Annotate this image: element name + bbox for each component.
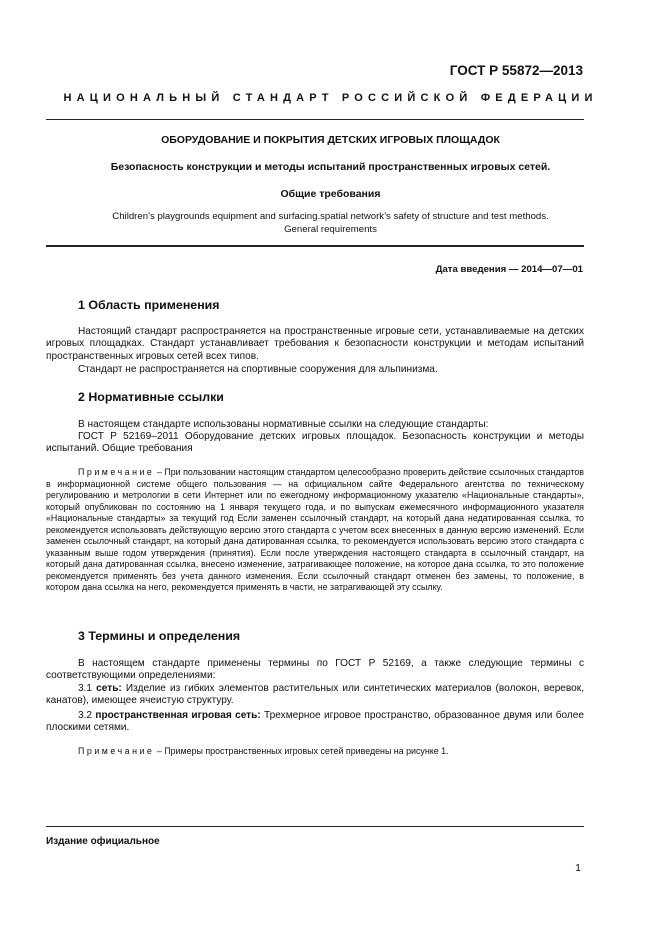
title-divider: [46, 245, 584, 247]
section-1-paragraph-1: Настоящий стандарт распространяется на пространственные игровые сети, устанавливаемые на детских игровых площадках. Стандарт устанавливает требования к безопасности конструкции и методам испытаний пространственных игровых сетей всех типов.: [46, 326, 584, 362]
section-2-note: Примечание – При пользовании настоящим стандартом целесообразно проверить действие ссылочных стандартов в информационной системе общего пользования — на официальном сайте Федерального агентства по техническому регулированию и метрологии в сети Интернет или по ежегодному информационному указателю «Национальные стандарты», который опубликован по состоянию на 1 января текущего года, и по выпускам ежемесячного информационного указателя «Национальные стандарты» за текущий год Если заменен ссылочный стандарт, на который дана недатированная ссылка, то рекомендуется использовать действующую версию этого стандарта с учетом всех внесенных в данную версию изменений. Если заменен ссылочный стандарт, на который дана датированная ссылка, то рекомендуется использовать версию этого стандарта с указанным выше годом утверждения (принятия). Если после утверждения настоящего стандарта в ссылочный стандарт, на который дана датированная ссылка, внесено изменение, затрагивающее положение, на которое дана ссылка, то это положение рекомендуется применять без учета данного изменения. Если ссылочный стандарт отменен без замены, то положение, в котором дана ссылка на него, рекомендуется применять в части, не затрагивающей эту ссылку.: [46, 467, 584, 592]
section-1-paragraph-2: Стандарт не распространяется на спортивные сооружения для альпинизма.: [78, 364, 438, 375]
page-number: 1: [575, 862, 581, 874]
section-2-paragraph-1: В настоящем стандарте использованы нормативные ссылки на следующие стандарты:: [78, 419, 489, 430]
standard-code: ГОСТ Р 55872—2013: [449, 63, 583, 78]
term-3-1-name: сеть:: [96, 683, 122, 694]
term-3-1: 3.1 сеть: Изделие из гибких элементов растительных или синтетических материалов (волокон, веревок, канатов), имеющее ячеистую структуру.: [46, 683, 585, 707]
header-divider: [46, 119, 584, 120]
footer-divider: [46, 826, 584, 827]
section-3-paragraph-1: В настоящем стандарте применены термины по ГОСТ Р 52169, а также следующие термины с соответствующими определениями:: [46, 658, 584, 682]
section-3-note: Примечание – Примеры пространственных игровых сетей приведены на рисунке 1.: [78, 746, 449, 756]
national-standard-label: НАЦИОНАЛЬНЫЙ СТАНДАРТ РОССИЙСКОЙ ФЕДЕРАЦИИ: [63, 92, 598, 104]
section-1-heading: 1 Область применения: [78, 298, 220, 312]
section-3-heading: 3 Термины и определения: [78, 629, 241, 643]
english-title-line2: General requirements: [284, 223, 377, 235]
document-title: ОБОРУДОВАНИЕ И ПОКРЫТИЯ ДЕТСКИХ ИГРОВЫХ ПЛОЩАДОК: [161, 134, 500, 146]
term-3-2-name: пространственная игровая сеть:: [95, 710, 261, 721]
term-3-2: 3.2 пространственная игровая сеть: Трехмерное игровое пространство, образованное двумя или более плоскими сетями.: [46, 710, 584, 734]
document-subtitle-general: Общие требования: [280, 188, 381, 200]
document-subtitle: Безопасность конструкции и методы испытаний пространственных игровых сетей.: [110, 161, 551, 173]
section-2-heading: 2 Нормативные ссылки: [78, 390, 224, 404]
english-title-line1: Children’s playgrounds equipment and surfacing.spatial network’s safety of structure and test methods.: [112, 211, 549, 222]
section-2-paragraph-2: ГОСТ Р 52169–2011 Оборудование детских игровых площадок. Безопасность конструкции и методы испытаний. Общие требования: [46, 431, 584, 455]
english-title: [60, 211, 601, 236]
introduction-date: Дата введения — 2014—07—01: [435, 264, 583, 275]
official-edition-label: Издание официальное: [46, 836, 160, 847]
